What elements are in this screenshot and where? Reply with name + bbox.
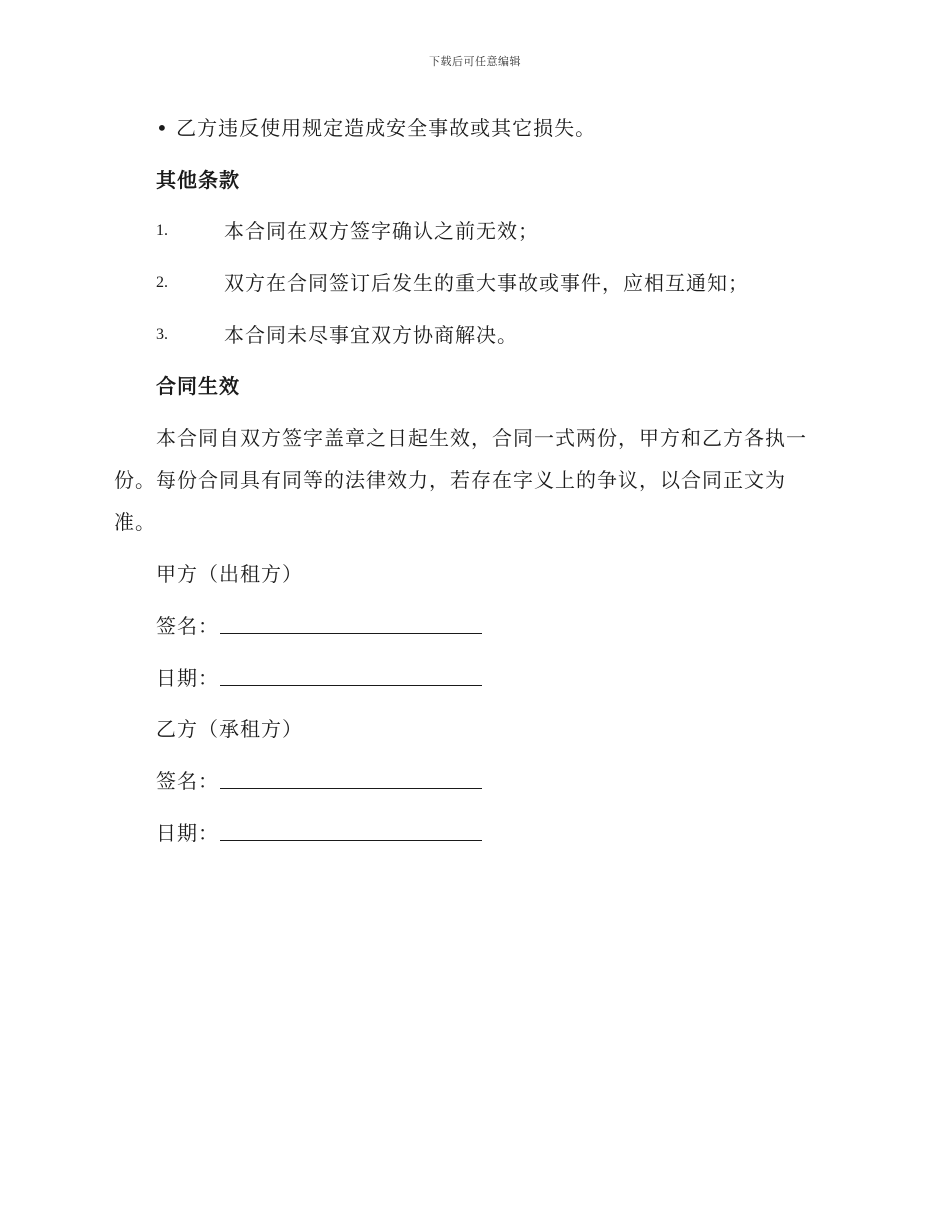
party-b-sign-label: 签名： bbox=[156, 769, 219, 793]
party-b-title: 乙方（承租方） bbox=[156, 717, 303, 741]
party-a-sign-label: 签名： bbox=[156, 614, 219, 638]
term-text-1: 本合同在双方签字确认之前无效； bbox=[224, 219, 539, 243]
effective-paragraph-line-1: 本合同自双方签字盖章之日起生效，合同一式两份，甲方和乙方各执一 bbox=[156, 426, 807, 450]
other-terms-heading: 其他条款 bbox=[156, 168, 240, 192]
effective-heading: 合同生效 bbox=[156, 374, 240, 398]
term-number-2: 2. bbox=[156, 274, 168, 291]
bullet-clause: • 乙方违反使用规定造成安全事故或其它损失。 bbox=[156, 116, 597, 140]
term-text-3: 本合同未尽事宜双方协商解决。 bbox=[224, 323, 518, 347]
party-a-sign-field[interactable] bbox=[220, 633, 482, 634]
party-a-title: 甲方（出租方） bbox=[156, 562, 303, 586]
term-text-2: 双方在合同签订后发生的重大事故或事件，应相互通知； bbox=[224, 271, 749, 295]
party-a-date-label: 日期： bbox=[156, 666, 219, 690]
term-number-3: 3. bbox=[156, 326, 168, 343]
effective-paragraph-line-3: 准。 bbox=[114, 510, 156, 534]
page-header: 下载后可任意编辑 bbox=[429, 55, 521, 68]
party-a-date-field[interactable] bbox=[220, 685, 482, 686]
term-number-1: 1. bbox=[156, 222, 168, 239]
party-b-date-field[interactable] bbox=[220, 840, 482, 841]
party-b-date-label: 日期： bbox=[156, 821, 219, 845]
effective-paragraph-line-2: 份。每份合同具有同等的法律效力，若存在字义上的争议，以合同正文为 bbox=[114, 468, 786, 492]
party-b-sign-field[interactable] bbox=[220, 788, 482, 789]
